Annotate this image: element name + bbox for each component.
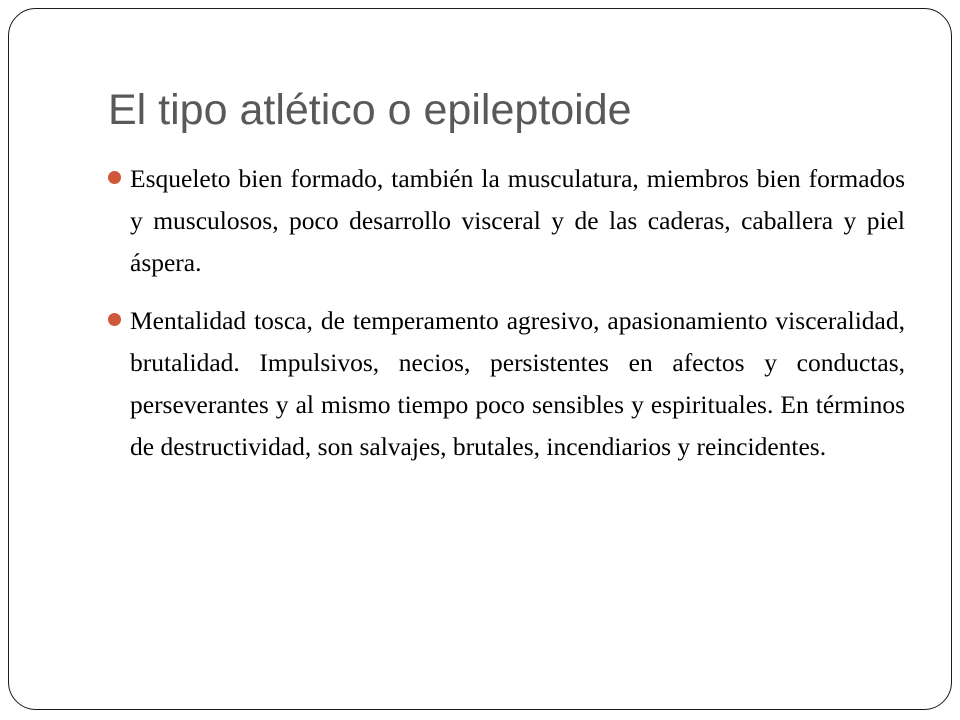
bullet-list — [108, 158, 905, 484]
list-item — [108, 158, 905, 284]
bullet-icon — [108, 171, 121, 184]
bullet-text: Mentalidad tosca, de temperamento agresivo, apasionamiento visceralidad, brutalidad. Impulsivos, necios, persistentes en afectos y conductas, perseverantes y al mismo tiempo poco sensibles y espirituales. En términos de destructividad, son salvajes, brutales, incendiarios y reincidentes. — [130, 306, 905, 461]
bullet-text: Esqueleto bien formado, también la musculatura, miembros bien formados y musculosos, poco desarrollo visceral y de las caderas, caballera y piel áspera. — [130, 164, 905, 277]
bullet-icon — [108, 313, 121, 326]
slide-title: El tipo atlético o epileptoide — [108, 86, 632, 134]
list-item — [108, 300, 905, 468]
